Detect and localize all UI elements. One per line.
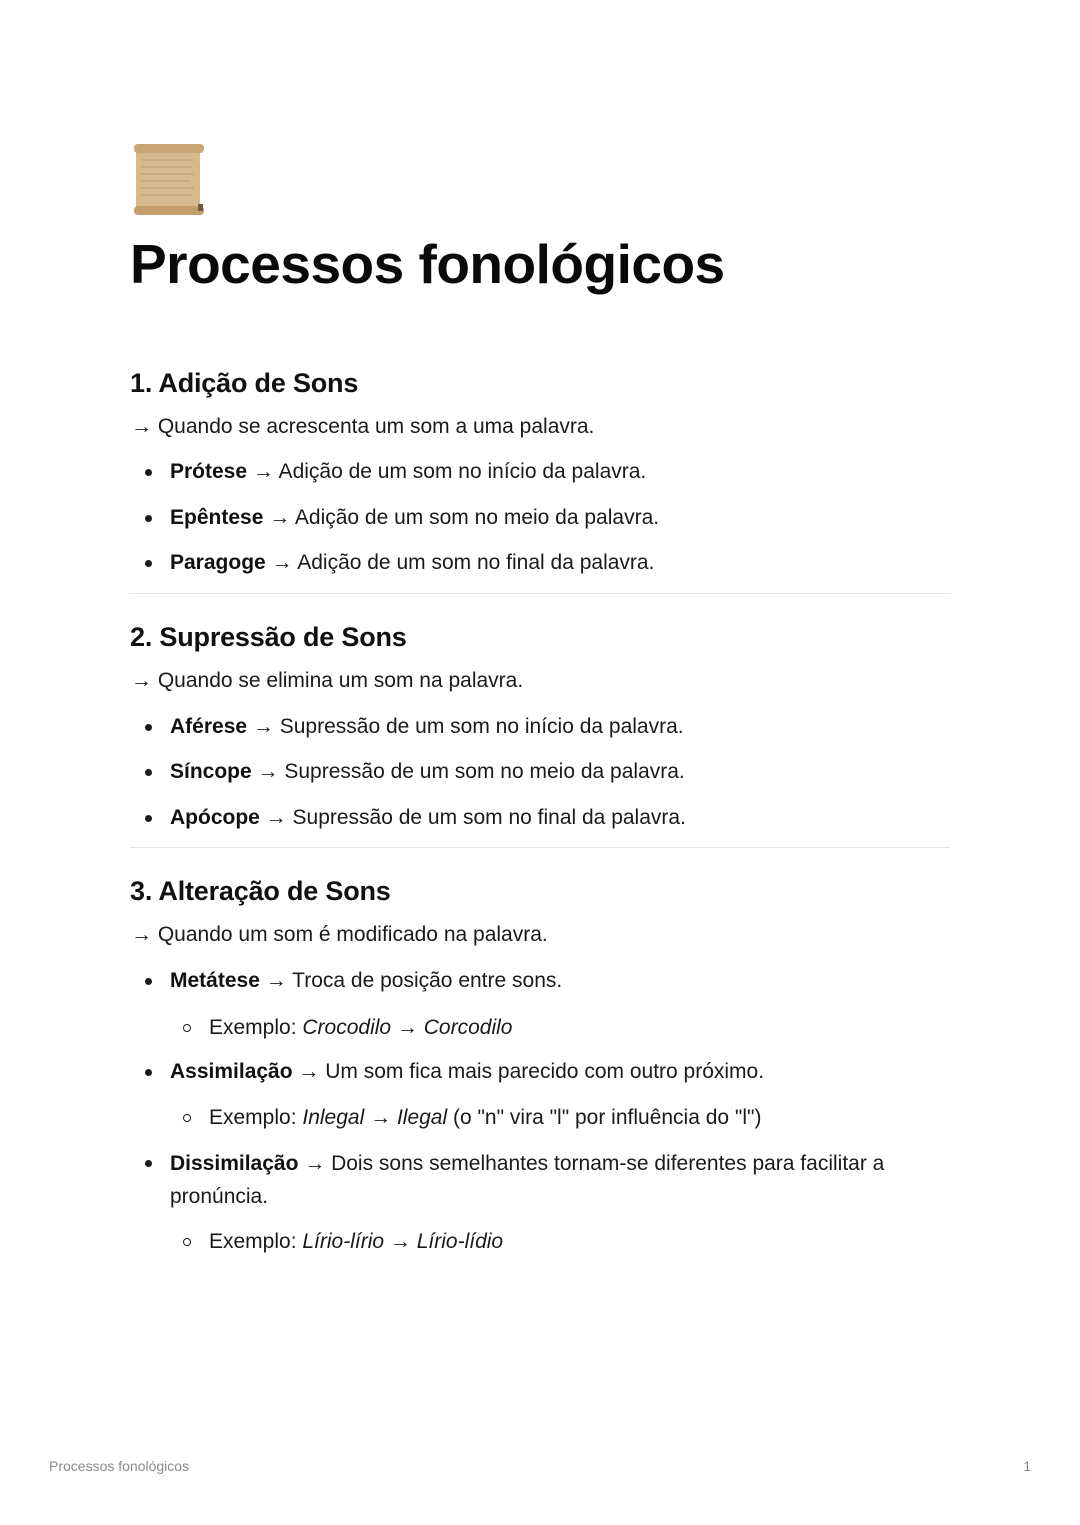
list-item: [170, 965, 562, 997]
list-item: [170, 502, 659, 534]
term: Apócope: [170, 806, 260, 829]
page-title: Processos fonológicos: [130, 233, 725, 295]
term: Assimilação: [170, 1060, 293, 1083]
section-heading: 1. Adição de Sons: [130, 368, 359, 398]
term: Metátese: [170, 969, 260, 992]
example-to: Ilegal: [396, 1106, 448, 1129]
section-heading: 3. Alteração de Sons: [130, 876, 391, 906]
definition: → Supressão de um som no final da palavra.: [259, 806, 686, 829]
definition: → Dois sons semelhantes tornam-se diferentes para facilitar a pronúncia.: [170, 1152, 885, 1208]
section-intro: → Quando se acrescenta um som a uma palavra.: [131, 415, 595, 438]
list-item: [170, 802, 686, 834]
divider: [130, 593, 950, 594]
example-from: Crocodilo: [302, 1016, 392, 1039]
definition: → Troca de posição entre sons.: [259, 969, 563, 992]
example-label: Exemplo:: [209, 1106, 303, 1129]
example-from: Inlegal: [302, 1106, 365, 1129]
term: Paragoge: [170, 551, 266, 574]
footer-title: Processos fonológicos: [49, 1458, 190, 1474]
term: Aférese: [170, 715, 248, 738]
list-item: [170, 456, 646, 488]
example-arrow: →: [384, 1230, 417, 1253]
section-heading: 2. Supressão de Sons: [130, 622, 407, 652]
page-number: 1: [1023, 1458, 1031, 1474]
list-item: [170, 1147, 960, 1213]
example-to: Lírio-lídio: [416, 1230, 504, 1253]
example-item: [209, 1012, 512, 1044]
term: Epêntese: [170, 506, 264, 529]
section-intro: → Quando um som é modificado na palavra.: [131, 923, 548, 946]
section-intro: → Quando se elimina um som na palavra.: [131, 669, 524, 692]
term: Prótese: [170, 460, 248, 483]
term: Síncope: [170, 760, 252, 783]
definition: → Adição de um som no meio da palavra.: [263, 506, 660, 529]
definition: → Um som fica mais parecido com outro próximo.: [292, 1060, 765, 1083]
example-arrow: →: [364, 1106, 397, 1129]
example-label: Exemplo:: [209, 1230, 303, 1253]
list-item: [170, 547, 654, 579]
definition: → Adição de um som no início da palavra.: [247, 460, 647, 483]
list-item: [170, 756, 685, 788]
example-note: (o "n" vira "l" por influência do "l"): [447, 1106, 762, 1129]
example-item: [209, 1226, 503, 1258]
definition: → Supressão de um som no meio da palavra.: [251, 760, 685, 783]
definition: → Supressão de um som no início da palavra.: [247, 715, 684, 738]
example-to: Corcodilo: [423, 1016, 513, 1039]
list-item: [170, 711, 684, 743]
example-arrow: →: [391, 1016, 424, 1039]
definition: → Adição de um som no final da palavra.: [265, 551, 655, 574]
scroll-icon: [132, 142, 204, 216]
example-label: Exemplo:: [209, 1016, 303, 1039]
example-item: [209, 1102, 762, 1134]
example-from: Lírio-lírio: [302, 1230, 385, 1253]
list-item: [170, 1056, 764, 1088]
term: Dissimilação: [170, 1152, 299, 1175]
divider: [130, 847, 950, 848]
